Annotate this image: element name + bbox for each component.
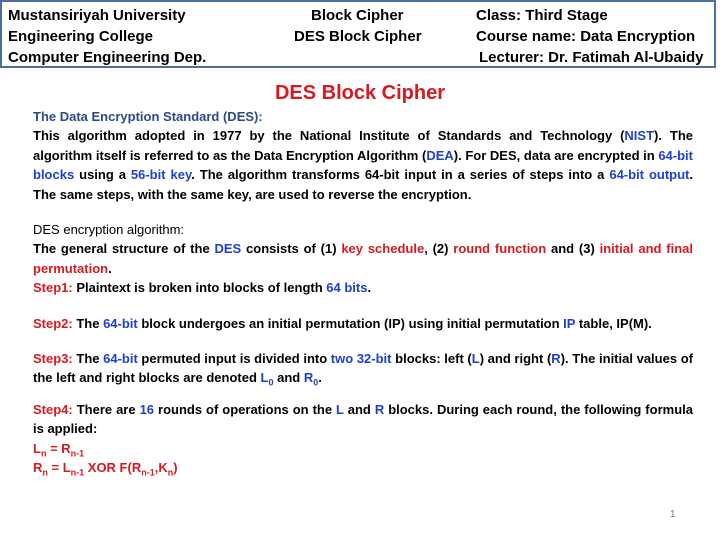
step4-paragraph: Step4: There are 16 rounds of operations on the L and R blocks. During each round, the following formula is applied:: [33, 401, 693, 437]
nist-term: NIST: [624, 128, 655, 144]
formula-right-block: $R_n = L_{n-1}$ XOR $F(R_{n-1},K_n)$: [33, 460, 178, 478]
step2-paragraph: Step2: The 64-bit block undergoes an initial permutation (IP) using initial permutation IP table, IP(M).: [33, 315, 652, 331]
course-label: Course name: Data Encryption: [476, 28, 696, 45]
formula-left-block: $L_n = R_{n-1}$: [33, 440, 85, 459]
university-name: Mustansiriyah University: [8, 7, 186, 24]
subtopic-label: DES Block Cipher: [294, 28, 422, 45]
key-size-term: 56-bit key: [130, 167, 192, 183]
college-name: Engineering College: [8, 28, 154, 45]
lecturer-label: Lecturer: Dr. Fatimah Al-Ubaidy: [479, 49, 704, 66]
step1-paragraph: Step1: Plaintext is broken into blocks of length 64 bits.: [33, 280, 372, 296]
output-size-term: 64-bit output: [609, 167, 690, 183]
block-size-term: 64-bit blocks: [33, 147, 693, 183]
section-heading-des: The Data Encryption Standard (DES):: [33, 109, 263, 124]
slide-body: [33, 107, 693, 478]
step4-label: Step4:: [33, 401, 73, 417]
class-label: Class: Third Stage: [476, 7, 608, 24]
step3-label: Step3:: [33, 351, 73, 367]
step1-label: Step1:: [33, 280, 73, 296]
topic-label: Block Cipher: [311, 7, 404, 24]
department-name: Computer Engineering Dep.: [8, 49, 207, 66]
des-intro-paragraph: This algorithm adopted in 1977 by the National Institute of Standards and Technology (NIST). The algorithm itself is referred to as the Data Encryption Algorithm (DEA). For DES, data are encrypted in 64-bit blocks using a 56-bit key. The algorithm transforms 64-bit input in a series of steps into a 64-bit output. The same steps, with the same key, are used to reverse the encryption.: [33, 128, 693, 202]
section-heading-algorithm: DES encryption algorithm:: [33, 222, 185, 238]
step3-paragraph: Step3: The 64-bit permuted input is divided into two 32-bit blocks: left (L) and right (R). The initial values of the left and right blocks are denoted $L_0$ and $R_0$.: [33, 351, 693, 389]
page-number: 1: [670, 509, 676, 520]
slide-header: [0, 0, 716, 68]
step2-label: Step2:: [33, 315, 73, 331]
dea-term: DEA: [426, 147, 454, 163]
slide-title: DES Block Cipher: [274, 82, 446, 104]
des-structure-paragraph: The general structure of the DES consists of (1) key schedule, (2) round function and (3) initial and final permutation.: [33, 241, 693, 276]
